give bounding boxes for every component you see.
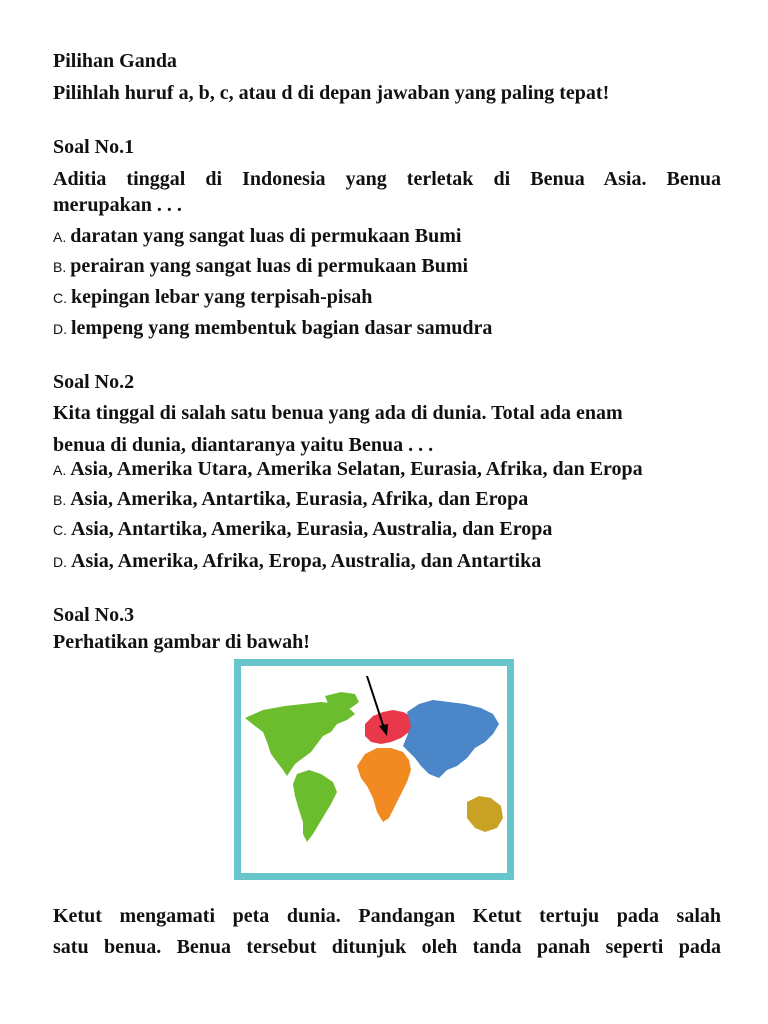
option-text: Asia, Antartika, Amerika, Eurasia, Australia, dan Eropa [71, 518, 553, 540]
option-letter: D. [53, 321, 67, 337]
question-2-stem-line1: Kita tinggal di salah satu benua yang ada di dunia. Total ada enam [53, 402, 623, 424]
instruction-text: Pilihlah huruf a, b, c, atau d di depan jawaban yang paling tepat! [53, 82, 610, 104]
question-2-option-d [53, 549, 541, 574]
option-letter: C. [53, 290, 67, 306]
europe-shape [365, 710, 413, 744]
option-text: Asia, Amerika Utara, Amerika Selatan, Eurasia, Afrika, dan Eropa [70, 458, 643, 480]
asia-shape [403, 700, 499, 778]
question-1-option-d [53, 316, 492, 341]
option-letter: C. [53, 522, 67, 538]
section-title: Pilihan Ganda [53, 50, 177, 72]
question-3-stem: Perhatikan gambar di bawah! [53, 631, 310, 653]
question-2-option-a [53, 457, 643, 482]
australia-shape [467, 796, 503, 832]
question-1-option-b [53, 254, 468, 279]
south-america-shape [293, 770, 337, 842]
option-text: perairan yang sangat luas di permukaan Bumi [70, 255, 469, 277]
option-letter: B. [53, 492, 67, 508]
question-2-option-b [53, 487, 528, 512]
question-3-text-line2: satu benua. Benua tersebut ditunjuk oleh tanda panah seperti pada [53, 936, 721, 958]
question-2-heading: Soal No.2 [53, 371, 135, 393]
question-3-text-line1: Ketut mengamati peta dunia. Pandangan Ketut tertuju pada salah [53, 905, 721, 927]
question-1-heading: Soal No.1 [53, 136, 135, 158]
question-1-stem-line2: merupakan . . . [53, 194, 182, 216]
world-map-figure [234, 659, 514, 880]
question-1-option-c [53, 285, 372, 310]
option-text: Asia, Amerika, Afrika, Eropa, Australia, dan Antartika [71, 550, 542, 572]
africa-shape [357, 748, 411, 822]
north-america-shape [245, 702, 355, 776]
question-2-stem-line2: benua di dunia, diantaranya yaitu Benua . . . [53, 434, 434, 456]
option-text: kepingan lebar yang terpisah-pisah [71, 286, 373, 308]
question-1-option-a [53, 224, 461, 249]
option-letter: A. [53, 229, 67, 245]
option-text: daratan yang sangat luas di permukaan Bumi [70, 225, 462, 247]
world-map [241, 666, 507, 873]
question-3-heading: Soal No.3 [53, 604, 135, 626]
option-text: lempeng yang membentuk bagian dasar samudra [71, 317, 493, 339]
option-letter: A. [53, 462, 67, 478]
question-1-stem-line1: Aditia tinggal di Indonesia yang terletak di Benua Asia. Benua [53, 168, 721, 190]
option-letter: D. [53, 554, 67, 570]
option-text: Asia, Amerika, Antartika, Eurasia, Afrika, dan Eropa [70, 488, 529, 510]
question-2-option-c [53, 517, 552, 542]
option-letter: B. [53, 259, 67, 275]
